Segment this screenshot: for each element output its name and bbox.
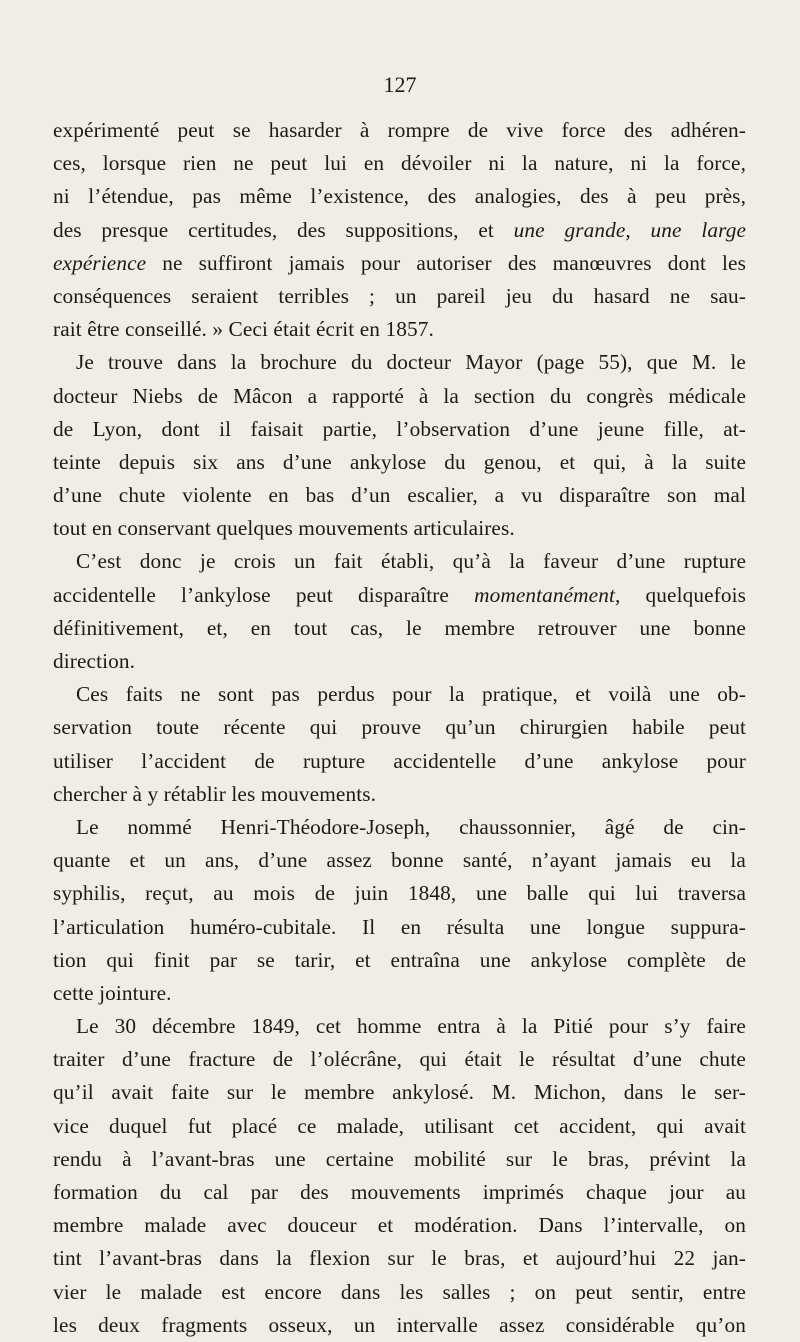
text-segment: ni l’étendue, pas même l’existence, des analogies, des à peu près, (53, 184, 746, 209)
text-line (53, 1276, 746, 1309)
text-segment: traiter d’une fracture de l’olécrâne, qui était le résultat d’une chute (53, 1047, 746, 1072)
text-segment: ne suffiront jamais pour autoriser des manœuvres dont les (146, 250, 746, 275)
text-line (53, 911, 746, 944)
text-line (53, 612, 746, 645)
text-line (53, 545, 746, 578)
text-segment: tout en conservant quelques mouvements articulaires. (53, 516, 515, 541)
text-segment: vice duquel fut placé ce malade, utilisant cet accident, qui avait (53, 1113, 746, 1138)
italic-text: expérience (53, 250, 147, 275)
text-line (53, 1043, 746, 1076)
text-line (53, 512, 746, 545)
text-line (53, 479, 746, 512)
text-segment: docteur Niebs de Mâcon a rapporté à la section du congrès médicale (53, 383, 746, 408)
text-line (53, 346, 746, 379)
text-line (53, 114, 746, 147)
text-line (53, 1143, 746, 1176)
text-line (53, 678, 746, 711)
text-line (53, 180, 746, 213)
text-segment: les deux fragments osseux, un intervalle assez considérable qu’on (53, 1312, 746, 1337)
text-line (53, 247, 746, 280)
text-segment: formation du cal par des mouvements imprimés chaque jour au (53, 1180, 746, 1204)
text-segment: Le nommé Henri-Théodore-Joseph, chaussonnier, âgé de cin- (76, 814, 746, 839)
text-segment: de Lyon, dont il faisait partie, l’observation d’une jeune fille, at- (53, 416, 746, 441)
text-line (53, 944, 746, 977)
text-segment: conséquences seraient terribles ; un pareil jeu du hasard ne sau- (53, 283, 746, 308)
text-line (53, 147, 746, 180)
text-segment: rait être conseillé. » Ceci était écrit en 1857. (53, 317, 434, 342)
text-segment: syphilis, reçut, au mois de juin 1848, une balle qui lui traversa (53, 881, 746, 906)
text-line (53, 413, 746, 446)
text-line (53, 811, 746, 844)
text-segment: cette jointure. (53, 980, 172, 1005)
italic-text: momentanément, (474, 582, 621, 607)
text-segment: Je trouve dans la brochure du docteur Mayor (page 55), que M. le (76, 350, 746, 375)
text-line (53, 1309, 746, 1342)
page-number: 127 (383, 72, 417, 97)
text-line (53, 711, 746, 744)
text-segment: teinte depuis six ans d’une ankylose du genou, et qui, à la suite (53, 449, 746, 474)
text-segment: utiliser l’accident de rupture accidentelle d’une ankylose pour (53, 748, 746, 773)
text-line (53, 1076, 746, 1109)
italic-text: une grande, une large (513, 217, 746, 242)
text-segment: chercher à y rétablir les mouvements. (53, 781, 377, 806)
text-segment: ces, lorsque rien ne peut lui en dévoiler ni la nature, ni la force, (53, 151, 746, 176)
text-segment: C’est donc je crois un fait établi, qu’à la faveur d’une rupture (76, 549, 746, 574)
text-segment: vier le malade est encore dans les salles ; on peut sentir, entre (53, 1279, 746, 1304)
text-segment: l’articulation huméro-cubitale. Il en résulta une longue suppura- (53, 914, 746, 939)
text-line (53, 446, 746, 479)
text-line (53, 313, 746, 346)
text-line (53, 1010, 746, 1043)
text-segment: qu’il avait faite sur le membre ankylosé. M. Michon, dans le ser- (53, 1080, 746, 1105)
text-segment: rendu à l’avant-bras une certaine mobilité sur le bras, prévint la (53, 1146, 746, 1171)
text-segment: d’une chute violente en bas d’un escalier, a vu disparaître son mal (53, 483, 746, 508)
text-segment: tion qui finit par se tarir, et entraîna une ankylose complète de (53, 947, 746, 972)
text-line (53, 877, 746, 910)
text-line (53, 380, 746, 413)
text-line (53, 1176, 746, 1209)
text-line (53, 745, 746, 778)
text-line (53, 1242, 746, 1275)
text-line (53, 844, 746, 877)
text-segment: servation toute récente qui prouve qu’un chirurgien habile peut (53, 715, 746, 740)
text-line (53, 1209, 746, 1242)
text-segment: définitivement, et, en tout cas, le membre retrouver une bonne (53, 615, 746, 640)
text-line (53, 645, 746, 678)
text-segment: Ces faits ne sont pas perdus pour la pratique, et voilà une ob- (76, 682, 746, 707)
text-segment: des presque certitudes, des suppositions, et (53, 217, 514, 242)
text-line (53, 778, 746, 811)
body-text (53, 114, 746, 1342)
text-segment: expérimenté peut se hasarder à rompre de vive force des adhéren- (53, 118, 746, 142)
text-segment: direction. (53, 649, 136, 673)
text-segment: tint l’avant-bras dans la flexion sur le bras, et aujourd’hui 22 jan- (53, 1246, 746, 1271)
text-segment: quelquefois (620, 582, 746, 607)
text-line (53, 214, 746, 247)
text-line (53, 280, 746, 313)
text-segment: accidentelle l’ankylose peut disparaître (53, 582, 475, 607)
text-segment: quante et un ans, d’une assez bonne santé, n’ayant jamais eu la (53, 848, 746, 873)
text-segment: membre malade avec douceur et modération. Dans l’intervalle, on (53, 1213, 746, 1238)
text-line (53, 977, 746, 1010)
text-line (53, 579, 746, 612)
text-line (53, 1110, 746, 1143)
text-segment: Le 30 décembre 1849, cet homme entra à la Pitié pour s’y faire (76, 1014, 746, 1039)
